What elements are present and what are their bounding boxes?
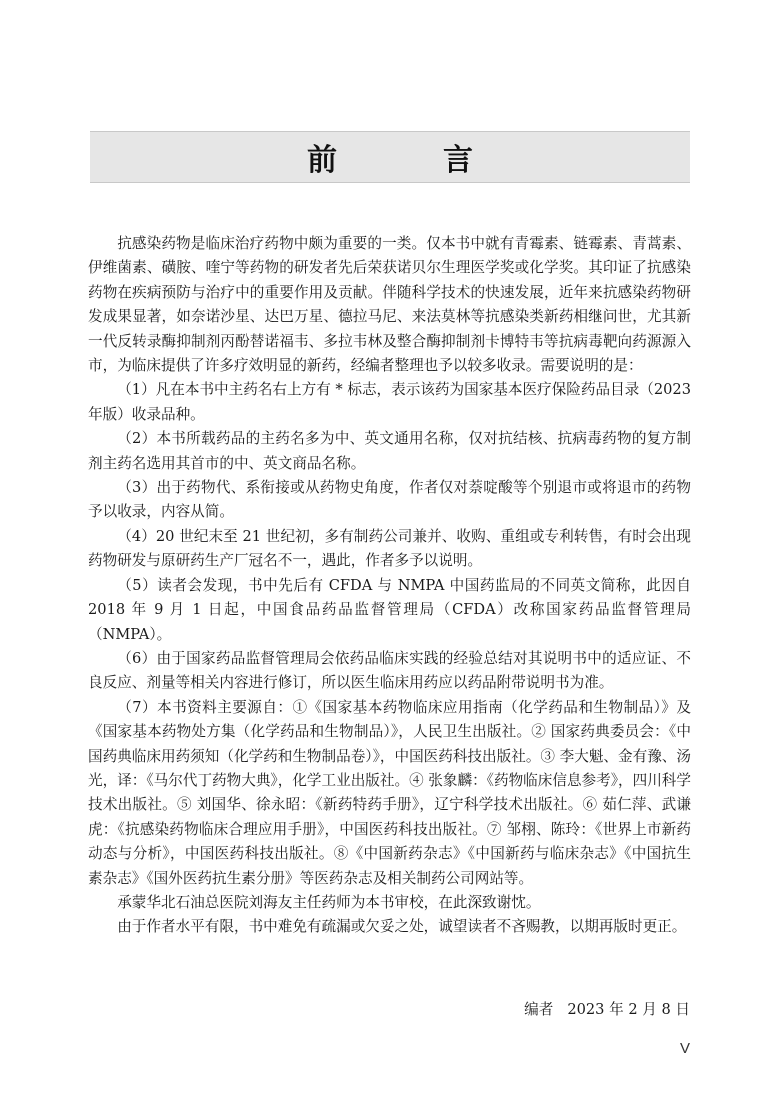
paragraph-note-1: （1）凡在本书中主药名右上方有 * 标志，表示该药为国家基本医疗保险药品目录（2023 年版）收录品种。 <box>88 381 691 423</box>
signature-author: 编者 <box>524 1001 554 1018</box>
paragraph-thanks: 承蒙华北石油总医院刘海友主任药师为本书审校，在此深致谢忱。 <box>117 893 541 911</box>
paragraph-note-3: （3）出于药物代、系衔接或从药物史角度，作者仅对萘啶酸等个别退市或将退市的药物予以收录，内容从简。 <box>88 479 691 521</box>
paragraph-note-6: （6）由于国家药品监督管理局会依药品临床实践的经验总结对其说明书中的适应证、不良反应、剂量等相关内容进行修订，所以医生临床用药应以药品附带说明书为准。 <box>88 649 691 692</box>
paragraph-intro: 抗感染药物是临床治疗药物中颇为重要的一类。仅本书中就有青霉素、链霉素、青蒿素、伊维菌素、磺胺、喹宁等药物的研发者先后荣获诺贝尔生理医学奖或化学奖。其印证了抗感染药物在疾病预防与治疗中的重要作用及贡献。伴随科学技术的快速发展，近年来抗感染药物研发成果显著，如奈诺沙星、达巴万星、德拉马尼、来法莫林等抗感染类新药相继问世，尤其新一代反转录酶抑制剂丙酚替诺福韦、多拉韦林及整合酶抑制剂卡博特韦等抗病毒靶向药源源入市，为临床提供了许多疗效明显的新药，经编者整理也予以较多收录。需要说明的是： <box>88 235 691 375</box>
signature <box>524 998 690 1022</box>
page-number: V <box>679 1040 690 1057</box>
title-banner <box>90 131 690 183</box>
paragraph-note-5: （5）读者会发现，书中先后有 CFDA 与 NMPA 中国药监局的不同英文简称，此因自 2018 年 9 月 1 日起，中国食品药品监督管理局（CFDA）改称国家药品监督管理局（NMPA）。 <box>88 576 691 643</box>
preface-body <box>88 232 691 940</box>
paragraph-closing: 由于作者水平有限，书中难免有疏漏或欠妥之处，诚望读者不吝赐教，以期再版时更正。 <box>117 918 687 936</box>
paragraph-note-2: （2）本书所载药品的主药名多为中、英文通用名称，仅对抗结核、抗病毒药物的复方制剂主药名选用其首市的中、英文商品名称。 <box>88 430 691 472</box>
signature-date: 2023 年 2 月 8 日 <box>567 1001 690 1018</box>
paragraph-note-4: （4）20 世纪末至 21 世纪初，多有制药公司兼并、收购、重组或专利转售，有时会出现药物研发与原研药生产厂冠名不一，遇此，作者多予以说明。 <box>88 527 691 570</box>
page-title: 前 言 <box>307 143 511 178</box>
paragraph-note-7: （7）本书资料主要源自：①《国家基本药物临床应用指南（化学药品和生物制品）》及《国家基本药物处方集（化学药品和生物制品）》，人民卫生出版社。② 国家药典委员会：《中国药典临床用药须知（化学药和生物制品卷）》，中国医药科技出版社。③ 李大魁、金有豫、汤光，译：《马尔代丁药物大典》，化学工业出版社。④ 张象麟：《药物临床信息参考》，四川科学技术出版社。⑤ 刘国华、徐永昭：《新药特药手册》，辽宁科学技术出版社。⑥ 茹仁萍、武谦虎：《抗感染药物临床合理应用手册》，中国医药科技出版社。⑦ 邹栩、陈玲：《世界上市新药动态与分析》，中国医药科技出版社。⑧《中国新药杂志》《中国新药与临床杂志》《中国抗生素杂志》《国外医药抗生素分册》等医药杂志及相关制药公司网站等。 <box>88 698 691 887</box>
